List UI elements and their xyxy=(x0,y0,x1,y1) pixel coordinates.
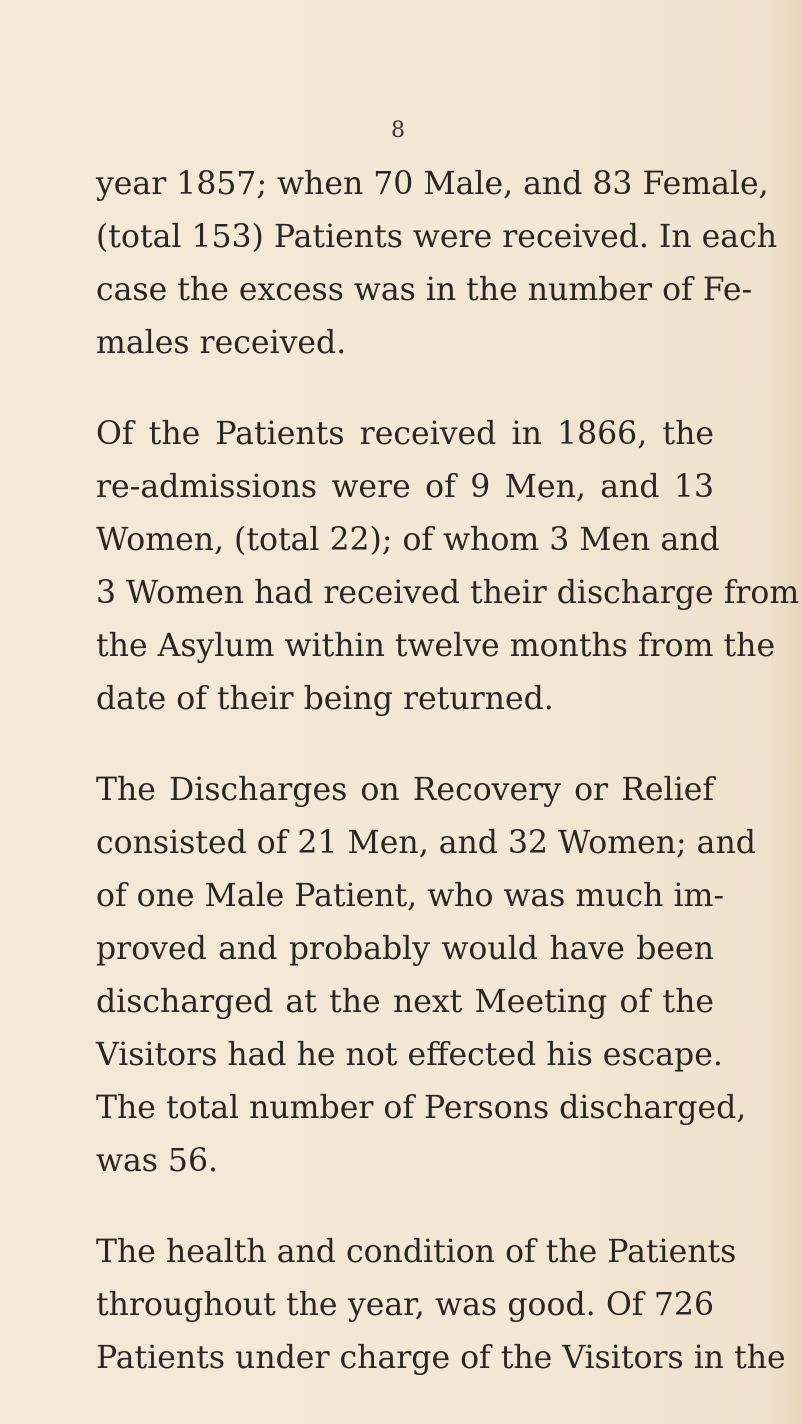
text-line: The health and condition of the Patients xyxy=(96,1234,737,1270)
page-number: 8 xyxy=(391,118,405,143)
text-line: discharged at the next Meeting of the xyxy=(96,984,714,1020)
text-line: The Discharges on Recovery or Relief xyxy=(96,772,714,808)
paragraph-2 xyxy=(96,408,800,726)
text-line: Of the Patients received in 1866, the xyxy=(96,416,714,452)
text-line: year 1857; when 70 Male, and 83 Female, xyxy=(96,166,769,202)
text-line: 3 Women had received their discharge from xyxy=(96,575,800,611)
text-line: Women, (total 22); of whom 3 Men and xyxy=(96,522,720,558)
text-line: consisted of 21 Men, and 32 Women; and xyxy=(96,825,756,861)
text-line: the Asylum within twelve months from the xyxy=(96,628,776,664)
text-line: of one Male Patient, who was much im- xyxy=(96,878,725,914)
paragraph-4 xyxy=(96,1226,786,1385)
text-line: was 56. xyxy=(96,1143,219,1179)
paragraph-3 xyxy=(96,764,756,1188)
text-line: males received. xyxy=(96,325,347,361)
body-text xyxy=(96,158,800,1423)
paragraph-1 xyxy=(96,158,778,370)
text-line: proved and probably would have been xyxy=(96,931,714,967)
text-line: Patients under charge of the Visitors in the xyxy=(96,1340,786,1376)
text-line: The total number of Persons discharged, xyxy=(96,1090,747,1126)
text-line: (total 153) Patients were received. In each xyxy=(96,219,778,255)
text-line: date of their being returned. xyxy=(96,681,554,717)
text-line: re-admissions were of 9 Men, and 13 xyxy=(96,469,714,505)
text-line: case the excess was in the number of Fe- xyxy=(96,272,753,308)
text-line: Visitors had he not effected his escape. xyxy=(96,1037,723,1073)
text-line: throughout the year, was good. Of 726 xyxy=(96,1287,714,1323)
